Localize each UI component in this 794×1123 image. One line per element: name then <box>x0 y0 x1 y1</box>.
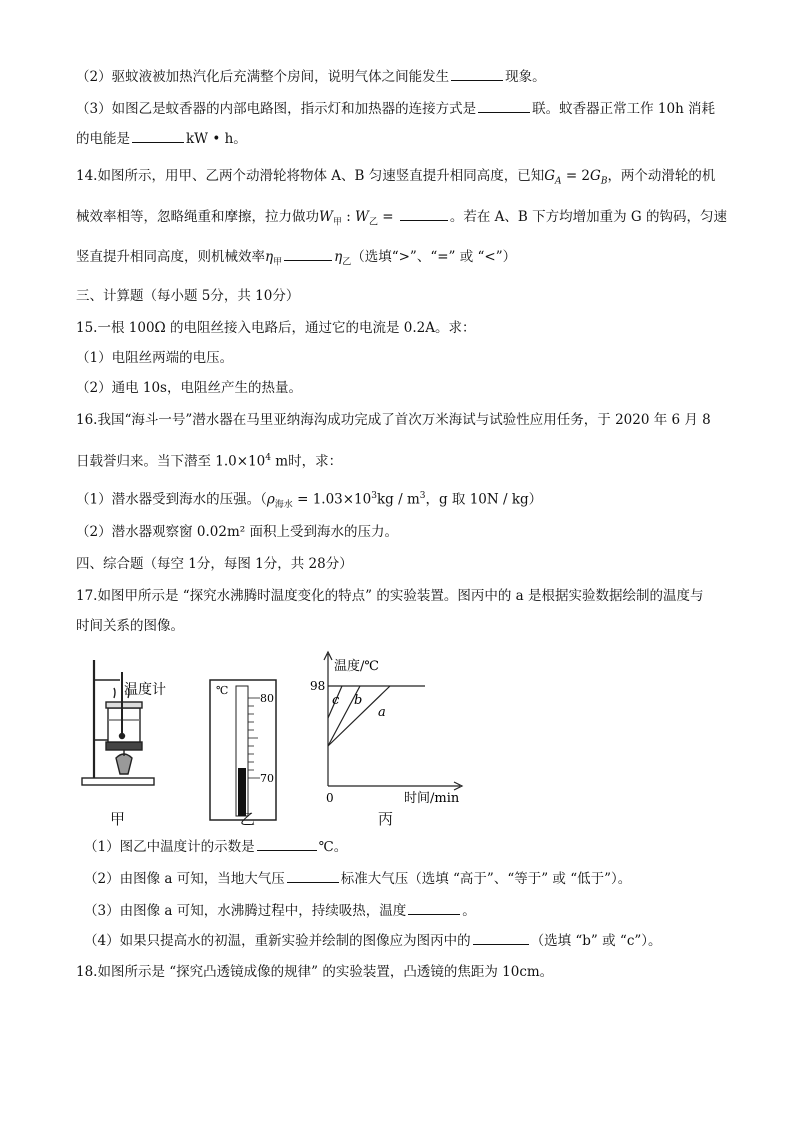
answer-blank <box>473 930 529 945</box>
q13-part2-tail: 现象。 <box>505 69 546 85</box>
q13-part3-text: （3）如图乙是蚊香器的内部电路图，指示灯和加热器的连接方式是 <box>76 101 477 117</box>
q16-part1 <box>76 486 542 515</box>
q17-part2 <box>84 868 631 889</box>
alcohol-lamp <box>116 754 132 774</box>
wire-gauze <box>106 742 142 750</box>
q16-density-exponent: 3 <box>371 491 377 501</box>
q14-line3-text: 竖直提升相同高度，则机械效率 <box>76 249 265 265</box>
ratio-colon: : <box>341 209 356 225</box>
rho-symbol: ρ <box>266 491 275 508</box>
q17-part2-text: （2）由图像 a 可知，当地大气压 <box>84 871 285 887</box>
q16-line1: 16.我国“海斗一号”潜水器在马里亚纳海沟成功完成了首次万米海试与试验性应用任务，于 2020 年 6 月 8 <box>76 412 711 428</box>
q13-part3-line2-text: 的电能是 <box>76 131 130 147</box>
q14-line1 <box>76 166 715 192</box>
thermometer-bulb <box>120 734 125 739</box>
q15-text: 15.一根 100Ω 的电阻丝接入电路后，通过它的电流是 0.2A。求： <box>76 320 476 336</box>
thermometer-yi <box>210 680 276 820</box>
q16-unit-exponent: 3 <box>419 491 426 501</box>
q16-part1-text: （1）潜水器受到海水的压强。（ <box>76 491 267 508</box>
g-a-subscript: A <box>555 176 562 187</box>
q14-line3 <box>76 246 516 273</box>
graph-y-label: 温度/℃ <box>334 659 379 674</box>
caption-bing: 丙 <box>378 810 394 828</box>
caption-jia: 甲 <box>110 810 126 828</box>
q16-part2: （2）潜水器观察窗 0.02m² 面积上受到海水的压力。 <box>76 524 398 540</box>
q14-text: 14.如图所示，用甲、乙两个动滑轮将物体 A、B 匀速竖直提升相同高度，已知 <box>76 168 545 184</box>
q16-line2-text: 日载誉归来。当下潜至 1.0×10 <box>76 453 266 470</box>
q18-text: 18.如图所示是 “探究凸透镜成像的规律” 的实验装置，凸透镜的焦距为 10cm。 <box>76 964 554 980</box>
q17-part3-tail: 。 <box>462 903 476 919</box>
g-b-symbol: G <box>590 168 601 184</box>
q14-line2 <box>76 206 727 233</box>
w-yi-subscript: 乙 <box>368 217 378 228</box>
answer-blank <box>451 66 503 81</box>
q14-line2-tail: 。若在 A、B 下方均增加重为 G 的钩码，匀速 <box>449 209 727 225</box>
graph-98-label: 98 <box>310 679 326 693</box>
q13-part2-text: （2）驱蚊液被加热汽化后充满整个房间，说明气体之间能发生 <box>76 69 450 85</box>
w-jia-subscript: 甲 <box>332 217 342 228</box>
q17-part2-tail: 标准大气压（选填 “高于”、“等于” 或 “低于”）。 <box>340 871 632 887</box>
q17-part3 <box>84 900 476 921</box>
section-4-heading: 四、综合题（每空 1分，每图 1分，共 28分） <box>76 556 353 572</box>
q14-line3-tail: （选填“>”、“=” 或 “<”） <box>351 249 517 265</box>
answer-blank <box>408 900 460 915</box>
curve-b-label: b <box>354 693 363 708</box>
g-b-subscript: B <box>600 176 608 187</box>
q17-part3-text: （3）由图像 a 可知，水沸腾过程中，持续吸热，温度 <box>84 903 407 919</box>
q16-line2-tail: m时，求： <box>271 453 343 470</box>
beaker-lid <box>106 702 142 708</box>
q14-line2-text: 械效率相等，忽略绳重和摩擦，拉力做功 <box>76 209 319 225</box>
tick-label-bottom: 70 <box>260 772 274 785</box>
q17-part4 <box>84 930 662 951</box>
q13-part3 <box>76 98 715 119</box>
q15-part1: （1）电阻丝两端的电压。 <box>76 350 234 366</box>
q16-density-value: = 1.03×10 <box>292 491 372 508</box>
thermometer-label: 温度计 <box>124 683 166 698</box>
apparatus-jia <box>82 660 154 785</box>
q16-density-unit: kg / m <box>376 491 420 508</box>
answer-blank <box>400 206 448 221</box>
q17-line1: 17.如图甲所示是 “探究水沸腾时温度变化的特点” 的实验装置。图丙中的 a 是根据实验数据绘制的温度与 <box>76 588 704 604</box>
q13-part3-tail: 联。蚊香器正常工作 10h 消耗 <box>532 101 716 117</box>
g-a-symbol: G <box>544 168 556 184</box>
q17-part4-tail: （选填 “b” 或 “c”）。 <box>530 933 662 949</box>
stand-base <box>82 778 154 785</box>
figure-drawing <box>70 650 490 835</box>
q17-line2: 时间关系的图像。 <box>76 618 184 634</box>
eta-yi-subscript: 乙 <box>342 257 352 268</box>
answer-blank <box>284 246 332 261</box>
q17-part1-text: （1）图乙中温度计的示数是 <box>84 839 255 855</box>
q14-line2-equals: = <box>377 209 398 225</box>
q15-part2: （2）通电 10s，电阻丝产生的热量。 <box>76 380 302 396</box>
q17-part1-tail: ℃。 <box>318 839 348 855</box>
w-jia-symbol: W <box>319 209 333 225</box>
q16-g-value: ，g 取 10N / kg） <box>425 491 543 508</box>
q16-exponent: 4 <box>265 453 271 463</box>
answer-blank <box>287 868 339 883</box>
q17-part1 <box>84 836 347 857</box>
graph-x-label: 时间/min <box>404 791 460 806</box>
section-3-heading: 三、计算题（每小题 5分，共 10分） <box>76 288 300 304</box>
q13-part3-line2 <box>76 128 247 149</box>
q17-part4-text: （4）如果只提高水的初温，重新实验并绘制的图像应为图丙中的 <box>84 933 471 949</box>
eta-jia-symbol: η <box>265 249 274 265</box>
thermometer-unit: ℃ <box>216 684 229 697</box>
experiment-figure <box>70 650 490 835</box>
w-yi-symbol: W <box>355 209 369 225</box>
curve-c-label: c <box>332 693 340 708</box>
graph-origin: 0 <box>326 791 334 805</box>
curve-a-label: a <box>378 705 386 720</box>
q13-part2 <box>76 66 546 87</box>
eta-yi-symbol: η <box>334 249 343 265</box>
q14-tail: ，两个动滑轮的机 <box>607 168 716 184</box>
q13-part3-line2-tail: kW • h。 <box>186 131 247 147</box>
answer-blank <box>478 98 530 113</box>
answer-blank <box>257 836 317 851</box>
caption-yi: 乙 <box>240 810 256 828</box>
q16-line2 <box>76 448 342 472</box>
tick-label-top: 80 <box>260 692 274 705</box>
answer-blank <box>132 128 184 143</box>
eta-jia-subscript: 甲 <box>273 257 283 268</box>
q14-equals: = 2 <box>561 168 591 184</box>
rho-subscript: 海水 <box>274 500 293 511</box>
